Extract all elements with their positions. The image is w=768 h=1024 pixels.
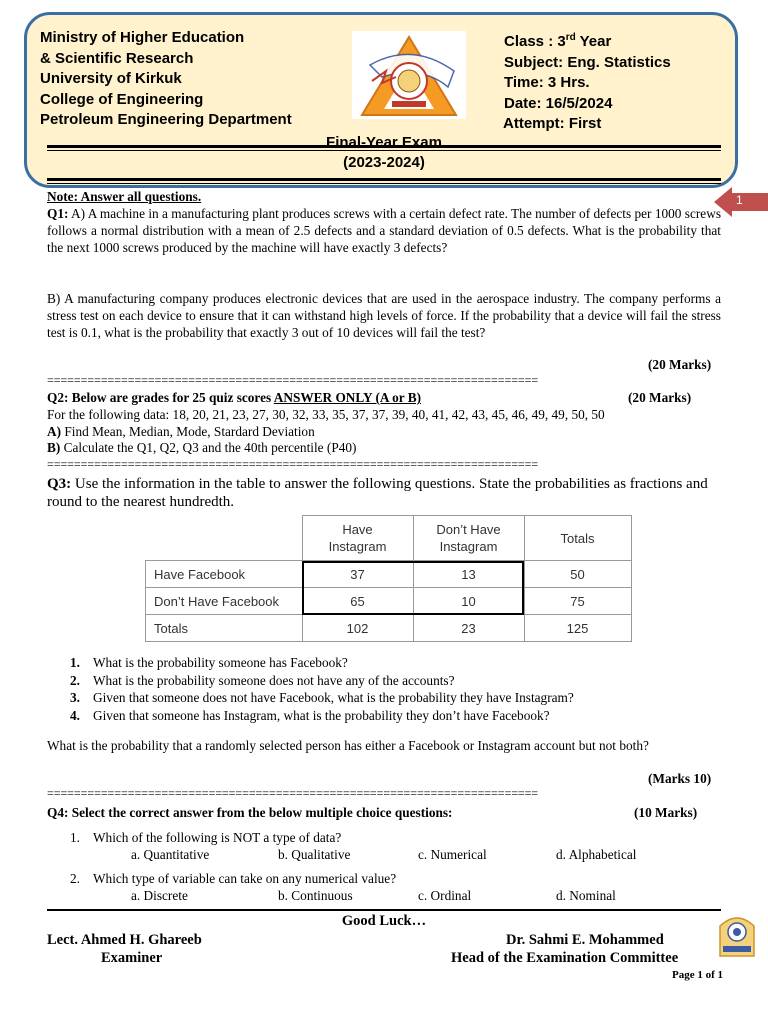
q1-part-a: Q1: A) A machine in a manufacturing plant produces screws with a certain defect rate. The number of defects per 1000 screws follows a normal distribution with a mean of 2.5 defects and a standard deviation of 0.5 defects. What is the probability that the next 1000 screws produced by the machine will have exactly 3 defects?: [47, 206, 721, 255]
option-c[interactable]: c. Numerical: [418, 847, 487, 862]
table-row-label: Have Facebook: [146, 561, 303, 588]
q4-item-1: 1. Which of the following is NOT a type of data?: [70, 830, 342, 845]
class-line: Class : 3rd Year: [504, 32, 612, 50]
separator-1: =========================================================================: [47, 374, 539, 387]
option-b[interactable]: b. Qualitative: [278, 847, 351, 862]
comment-marker-number: 1: [736, 193, 743, 207]
exam-info-block: [504, 28, 671, 135]
q2-data-line: For the following data: 18, 20, 21, 23, 27, 30, 32, 33, 35, 37, 37, 39, 40, 41, 42, 43, 45, 46, 49, 49, 50, 50: [47, 407, 605, 422]
table-header-cell: Totals: [524, 516, 631, 561]
table-cell: 10: [413, 588, 524, 615]
table-highlight-box: [302, 561, 524, 615]
table-cell: 13: [413, 561, 524, 588]
head-role: Head of the Examination Committee: [451, 950, 679, 966]
table-cell: 65: [302, 588, 413, 615]
college-line: College of Engineering: [40, 90, 204, 108]
table-corner: [146, 516, 303, 561]
header-rule-bottom: [47, 178, 721, 181]
time-line: Time: 3 Hrs.: [504, 74, 590, 92]
examiner-name: Lect. Ahmed H. Ghareeb: [47, 932, 202, 948]
good-luck: Good Luck…: [341, 913, 427, 929]
note-heading: Note: Answer all questions.: [47, 189, 202, 204]
option-a[interactable]: a. Quantitative: [131, 847, 210, 862]
q1-part-b: B) A manufacturing company produces electronic devices that are used in the aerospace industry. The company performs a stress test on each device to ensure that it can withstand high levels of force. If the probability that a device will fail the stress test is 0.1, what is the probability that exactly 3 out of 10 devices will fail the test?: [47, 291, 721, 340]
option-d[interactable]: d. Nominal: [556, 888, 616, 903]
option-c[interactable]: c. Ordinal: [418, 888, 472, 903]
table-row-label: Totals: [146, 615, 303, 642]
table-row: [146, 615, 632, 642]
option-b[interactable]: b. Continuous: [278, 888, 353, 903]
department-line: Petroleum Engineering Department: [40, 111, 292, 129]
q3-extra-question: What is the probability that a randomly selected person has either a Facebook or Instagram account but not both?: [47, 738, 649, 753]
separator-2: =========================================================================: [47, 458, 539, 471]
footer-rule: [47, 909, 721, 911]
header-rule-bottom-thin: [47, 183, 721, 184]
ministry-line: Ministry of Higher Education: [40, 29, 245, 46]
table-cell: 125: [524, 615, 631, 642]
list-item: 4. Given that someone has Instagram, what is the probability they don’t have Facebook?: [70, 707, 550, 723]
q2-part-b: B) Calculate the Q1, Q2, Q3 and the 40th percentile (P40): [47, 440, 357, 455]
q2-heading: Q2: Below are grades for 25 quiz scores ANSWER ONLY (A or B): [47, 390, 422, 405]
option-d[interactable]: d. Alphabetical: [556, 847, 637, 862]
q2-part-a: A) Find Mean, Median, Mode, Stardard Deviation: [47, 424, 315, 439]
list-item: 3. Given that someone does not have Facebook, what is the probability they have Instagram?: [70, 690, 574, 705]
table-cell: 50: [524, 561, 631, 588]
page-number: Page 1 of 1: [672, 969, 724, 981]
head-name: Dr. Sahmi E. Mohammed: [506, 932, 664, 948]
q4-heading: Q4: Select the correct answer from the below multiple choice questions:: [47, 805, 453, 820]
list-item: 1. What is the probability someone has Facebook?: [70, 655, 348, 670]
list-item: 2. What is the probability someone does not have any of the accounts?: [70, 672, 455, 688]
subject-line: Subject: Eng. Statistics: [504, 53, 671, 71]
q4-marks: (10 Marks): [634, 805, 698, 820]
exam-year: (2023-2024): [343, 154, 425, 171]
university-logo: [352, 31, 466, 119]
attempt-line: Attempt: First: [503, 115, 602, 133]
institution-block: [40, 28, 292, 131]
q3-intro: Q3: Use the information in the table to answer the following questions. State the probabilities as fractions and round to the nearest hundredth.: [47, 476, 708, 510]
table-row-label: Don’t Have Facebook: [146, 588, 303, 615]
exam-title: Final-Year Exam: [326, 134, 442, 151]
table-cell: 37: [302, 561, 413, 588]
q4-item-2: 2. Which type of variable can take on any numerical value?: [70, 871, 397, 886]
table-header-cell: Don’t Have Instagram: [413, 516, 524, 561]
research-line: & Scientific Research: [40, 49, 194, 67]
table-cell: 102: [302, 615, 413, 642]
date-line: Date: 16/5/2024: [504, 94, 613, 112]
option-a[interactable]: a. Discrete: [131, 888, 188, 903]
q1-marks: (20 Marks): [648, 357, 712, 372]
table-header-cell: Have Instagram: [302, 516, 413, 561]
table-cell: 75: [524, 588, 631, 615]
examiner-role: Examiner: [101, 950, 163, 966]
university-line: University of Kirkuk: [40, 70, 182, 88]
separator-3: =========================================================================: [47, 787, 539, 800]
table-cell: 23: [413, 615, 524, 642]
college-seal-icon: [716, 910, 758, 960]
q2-marks: (20 Marks): [628, 390, 692, 405]
q3-marks: (Marks 10): [648, 771, 712, 786]
q3-question-list: [70, 654, 574, 724]
